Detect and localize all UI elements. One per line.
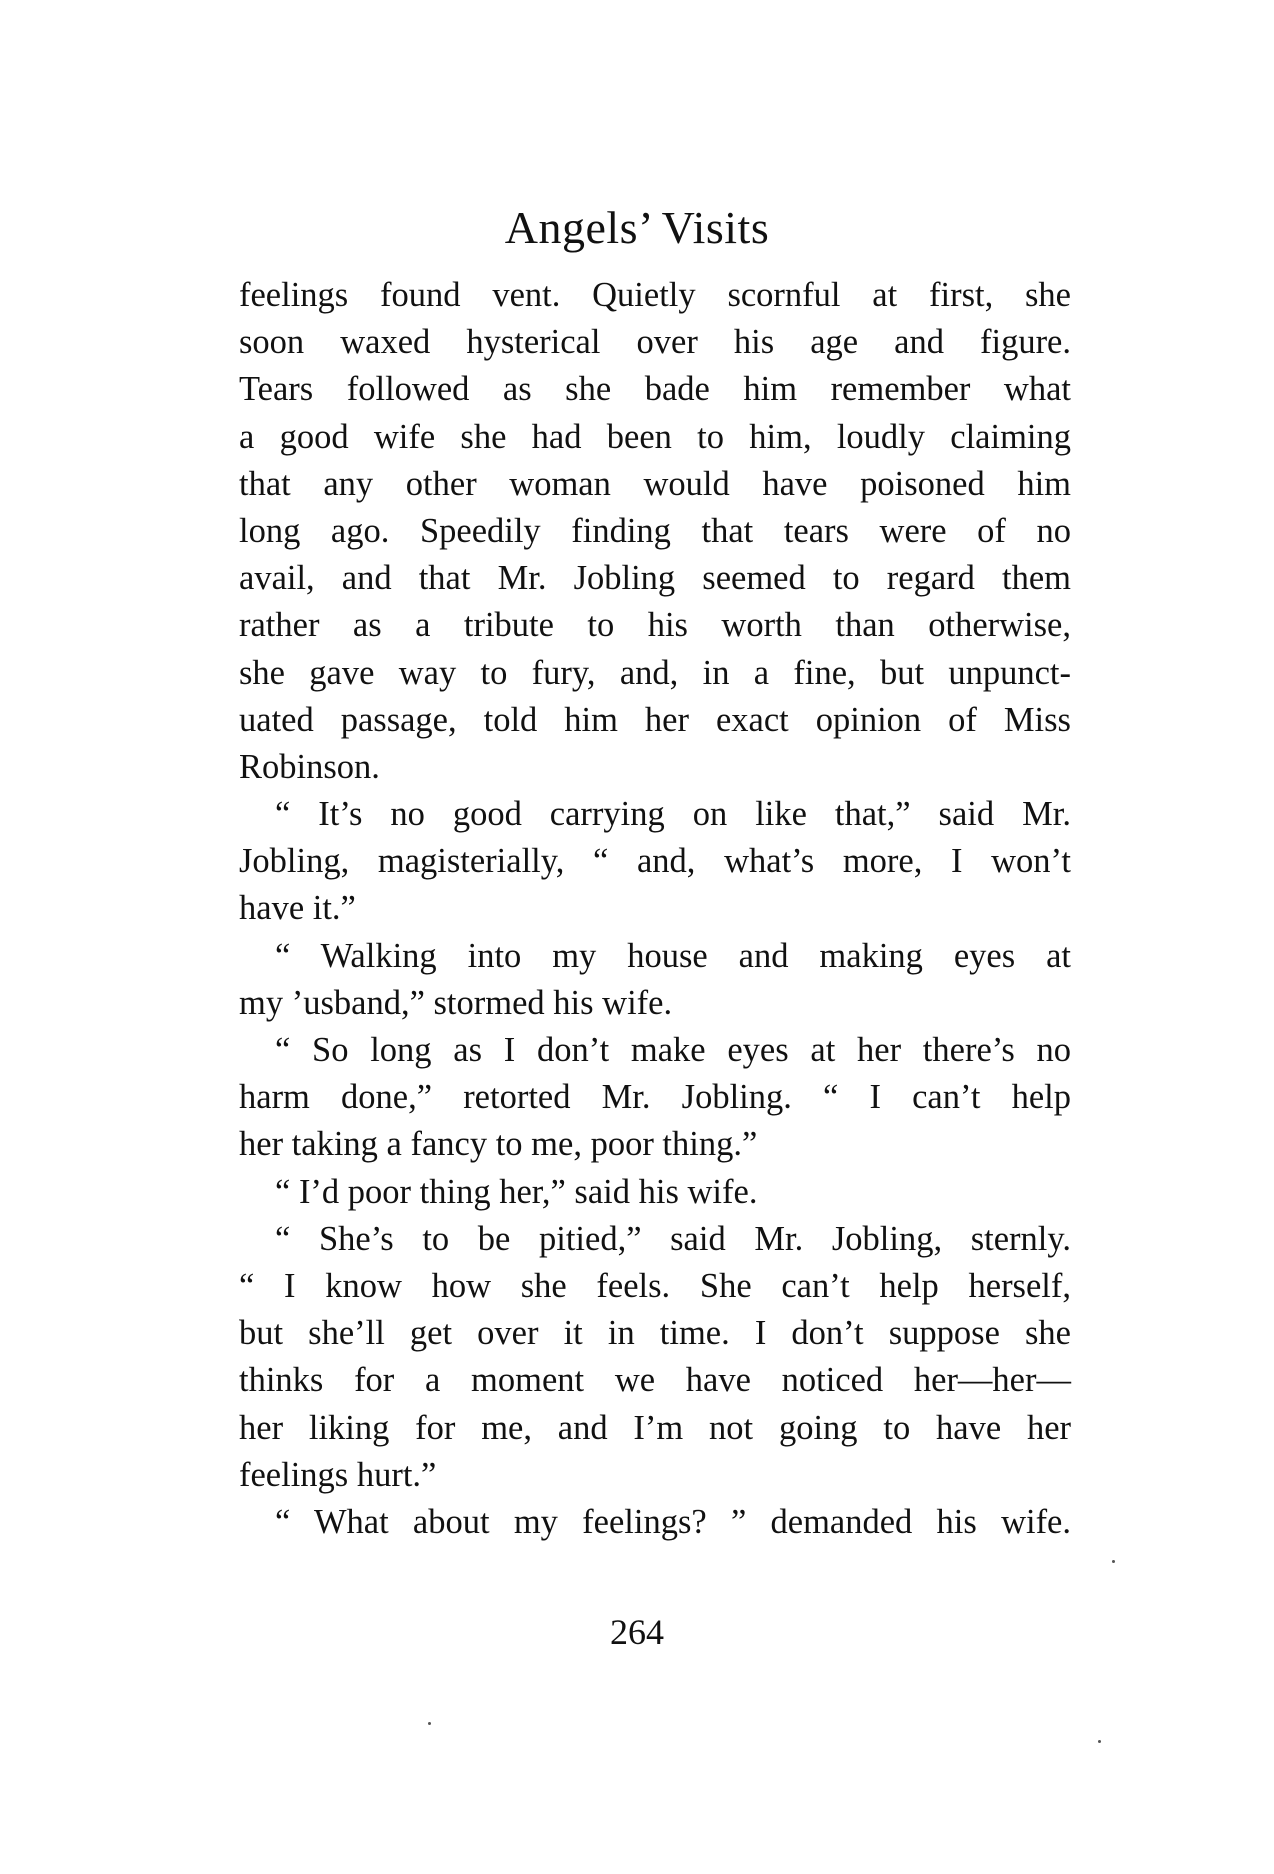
text-line: “ It’s no good carrying on like that,” said Mr.: [275, 795, 1071, 834]
text-line: “ Walking into my house and making eyes at: [275, 936, 1071, 975]
text-line: “ She’s to be pitied,” said Mr. Jobling, sternly.: [275, 1219, 1071, 1258]
text-line: her liking for me, and I’m not going to have her: [239, 1408, 1071, 1447]
text-line: her taking a fancy to me, poor thing.”: [239, 1125, 758, 1164]
text-line: Jobling, magisterially, “ and, what’s more, I won’t: [239, 842, 1071, 881]
text-line: Robinson.: [239, 747, 380, 786]
page-number: 264: [610, 1612, 664, 1652]
text-line: long ago. Speedily finding that tears were of no: [239, 511, 1071, 550]
text-line: a good wife she had been to him, loudly claiming: [239, 417, 1071, 456]
text-line: that any other woman would have poisoned him: [239, 464, 1071, 503]
print-speck: [1112, 1560, 1115, 1563]
text-line: “ I know how she feels. She can’t help herself,: [239, 1266, 1071, 1305]
text-line: uated passage, told him her exact opinion of Miss: [239, 700, 1071, 739]
print-speck: [1098, 1740, 1101, 1743]
body-text: [239, 272, 1071, 1546]
running-head: Angels’ Visits: [504, 202, 770, 253]
text-line: “ What about my feelings? ” demanded his wife.: [275, 1502, 1071, 1541]
text-line: but she’ll get over it in time. I don’t suppose she: [239, 1314, 1071, 1353]
print-speck: [428, 1722, 431, 1725]
text-line: soon waxed hysterical over his age and figure.: [239, 323, 1071, 362]
text-line: Tears followed as she bade him remember what: [239, 370, 1071, 409]
text-line: harm done,” retorted Mr. Jobling. “ I can’t help: [239, 1078, 1071, 1117]
text-line: she gave way to fury, and, in a fine, but unpunct-: [239, 653, 1071, 692]
text-line: “ So long as I don’t make eyes at her there’s no: [275, 1031, 1071, 1069]
text-line: rather as a tribute to his worth than otherwise,: [239, 606, 1071, 645]
text-line: “ I’d poor thing her,” said his wife.: [275, 1172, 758, 1211]
text-line: my ’usband,” stormed his wife.: [239, 983, 673, 1022]
text-line: feelings hurt.”: [239, 1455, 437, 1494]
text-line: feelings found vent. Quietly scornful at first, she: [239, 276, 1071, 314]
text-line: avail, and that Mr. Jobling seemed to regard them: [239, 559, 1071, 598]
text-line: have it.”: [239, 889, 356, 928]
text-line: thinks for a moment we have noticed her—her—: [239, 1361, 1071, 1400]
